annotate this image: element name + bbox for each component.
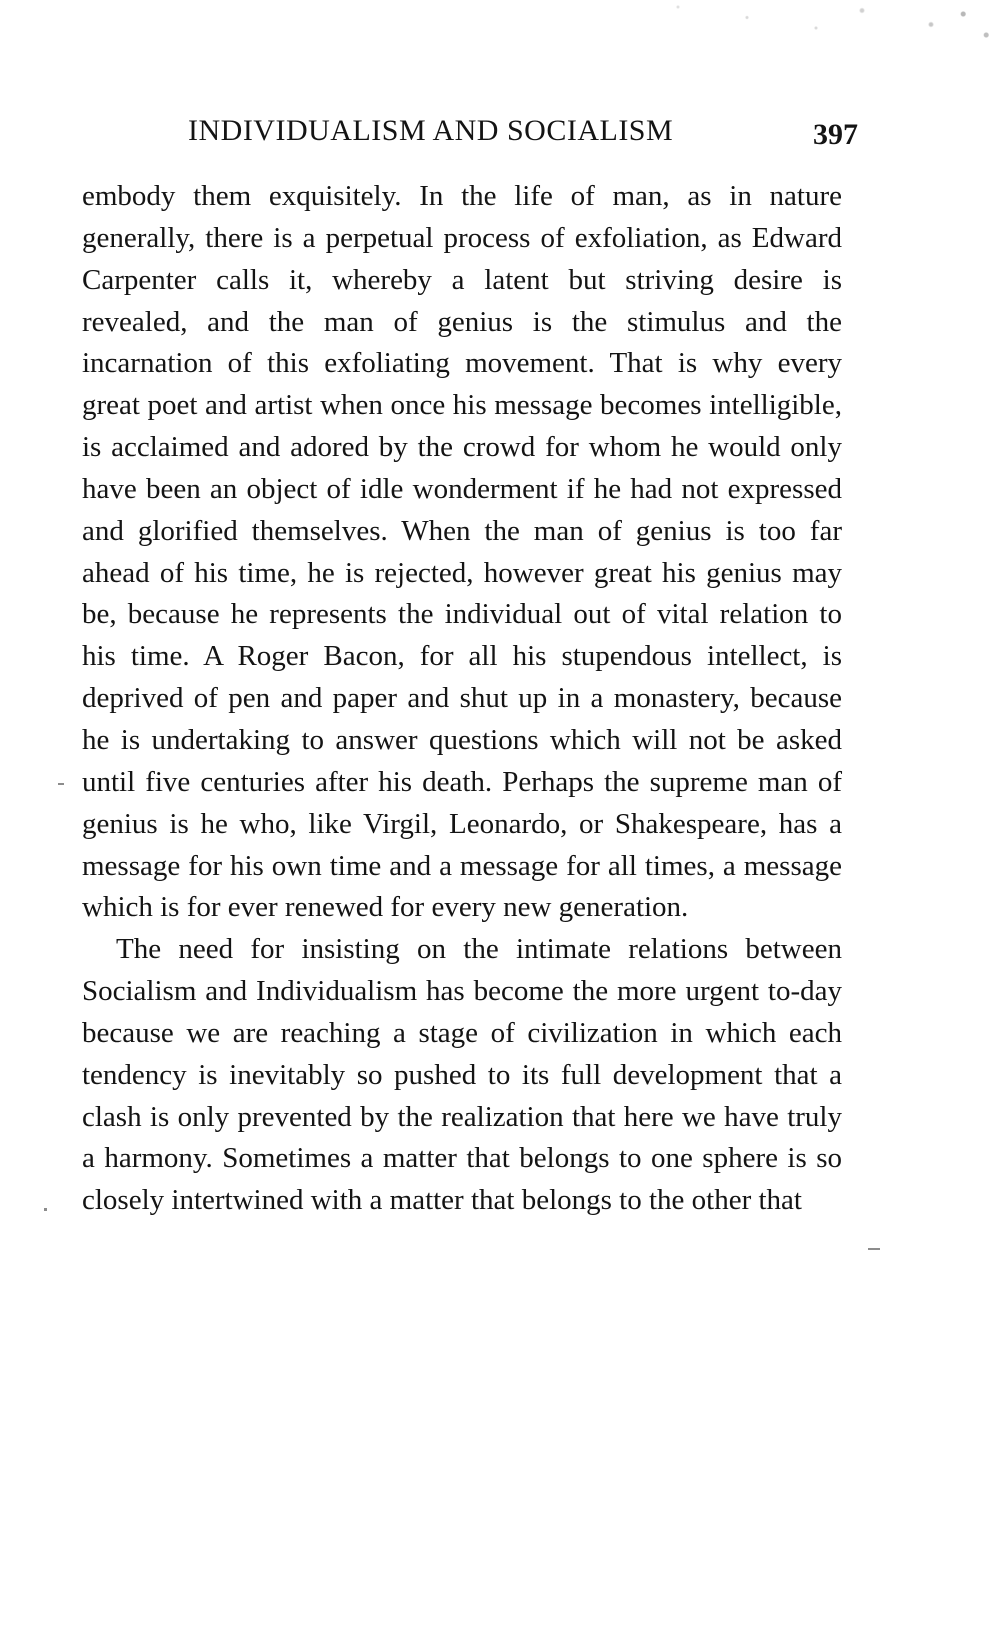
- margin-dash: [868, 1248, 880, 1250]
- margin-speck: [44, 1208, 47, 1211]
- page-header: [188, 114, 858, 160]
- page-number: 397: [813, 118, 858, 151]
- scan-speckle: [540, 0, 1000, 70]
- paragraph-2: The need for insisting on the intimate relations between Socialism and Individualism has become the more urgent to-day because we are reaching a stage of civilization in which each tendency is inevitably so pushed to its full development that a clash is only prevented by the realization that here we have truly a harmony. Sometimes a matter that belongs to one sphere is so closely intertwined with a matter that belongs to the other that: [82, 933, 842, 1217]
- paragraph-1: embody them exquisitely. In the life of man, as in nature generally, there is a perpetual process of exfoliation, as Edward Carpenter calls it, whereby a latent but striving desire is revealed, and the man of genius is the stimulus and the incarnation of this exfoliating movement. That is why every great poet and artist when once his message becomes intelligible, is acclaimed and adored by the crowd for whom he would only have been an object of idle wonderment if he had not expressed and glorified themselves. When the man of genius is too far ahead of his time, he is rejected, however great his genius may be, because he represents the individual out of vital relation to his time. A Roger Bacon, for all his stupendous intellect, is deprived of pen and paper and shut up in a monastery, because he is undertaking to answer questions which will not be asked until five centuries after his death. Perhaps the supreme man of genius is he who, like Virgil, Leonardo, or Shakespeare, has a message for his own time and a message for all times, a message which is for ever renewed for every new generation.: [82, 180, 842, 924]
- margin-dash: [58, 783, 64, 785]
- running-head: INDIVIDUALISM AND SOCIALISM: [188, 114, 674, 147]
- body-text: [82, 176, 842, 1222]
